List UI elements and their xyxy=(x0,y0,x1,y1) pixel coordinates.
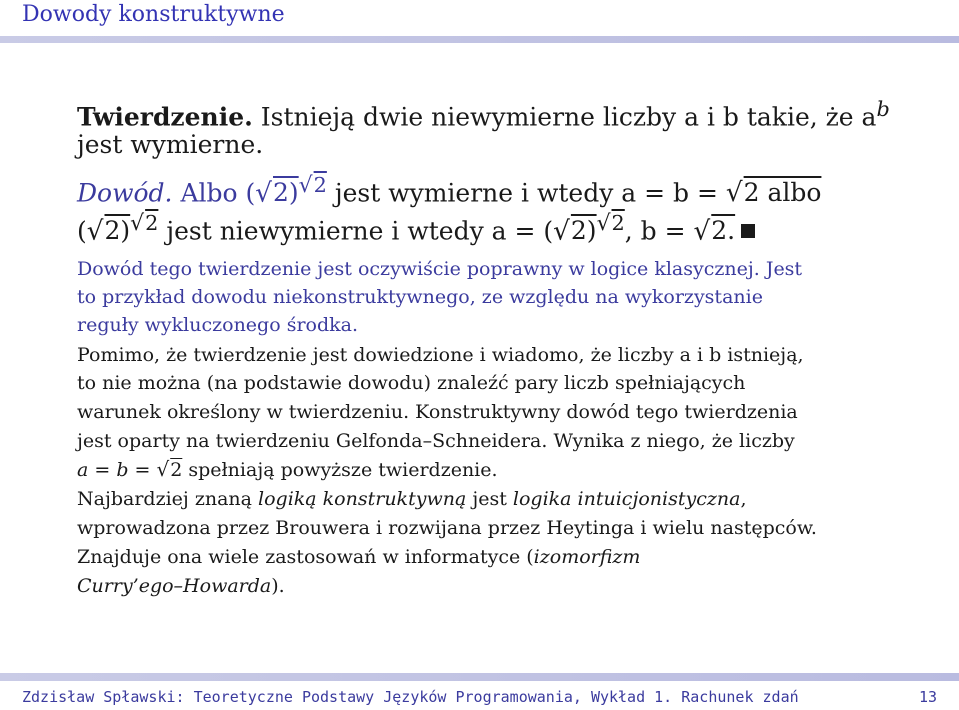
sqrt-icon: √ xyxy=(725,178,743,209)
theorem-text-1: Istnieją dwie niewymierne liczby a i b takie, że a xyxy=(260,102,877,132)
proof-line-1: Dowód. Albo $(√2)^{√2}$ jest wymierne i wtedy a = b = √2 albo xyxy=(77,173,822,209)
theorem-line-2: jest wymierne. xyxy=(77,130,264,159)
header-divider xyxy=(0,36,959,43)
qed-icon xyxy=(741,224,755,238)
sqrt-icon: √ xyxy=(298,173,313,198)
footer-divider xyxy=(0,673,959,681)
sqrt-icon: √ xyxy=(130,211,145,236)
paragraph2-line: a = b = √2 spełniają powyższe twierdzenie. xyxy=(77,457,498,481)
paragraph1-line: reguły wykluczonego środka. xyxy=(77,314,359,336)
paragraph2-line: Pomimo, że twierdzenie jest dowiedzione i wiadomo, że liczby a i b istnieją, xyxy=(77,344,804,366)
sqrt-icon: √ xyxy=(596,211,611,236)
paragraph1-line: Dowód tego twierdzenie jest oczywiście poprawny w logice klasycznej. Jest xyxy=(77,258,803,280)
sqrt-icon: √ xyxy=(693,216,711,247)
sqrt-icon: √ xyxy=(86,216,104,247)
proof-label: Dowód. xyxy=(77,178,173,208)
slide-title: Dowody konstruktywne xyxy=(22,2,285,27)
paragraph3-line-3: Znajduje ona wiele zastosowań w informatyce (izomorfizm xyxy=(77,546,641,568)
sqrt-icon: √ xyxy=(156,457,170,481)
paragraph3-line-4: Curry’ego–Howarda). xyxy=(77,575,285,597)
theorem-line-1 xyxy=(77,94,890,132)
theorem-superscript: b xyxy=(876,97,890,121)
paragraph2-line: jest oparty na twierdzeniu Gelfonda–Schneidera. Wynika z niego, że liczby xyxy=(77,430,795,452)
proof-line-2: $(√2)^{√2}$ jest niewymierne i wtedy $a = (√2)^{√2}$, b = √2. xyxy=(77,208,755,246)
paragraph2-line: to nie można (na podstawie dowodu) znaleźć pary liczb spełniających xyxy=(77,372,746,394)
footer-text: Zdzisław Spławski: Teoretyczne Podstawy Języków Programowania, Wykład 1. Rachunek zdań xyxy=(22,688,799,706)
sqrt-icon: √ xyxy=(255,178,272,209)
paragraph2-line: warunek określony w twierdzeniu. Konstruktywny dowód tego twierdzenia xyxy=(77,401,798,423)
paragraph3-line-2: wprowadzona przez Brouwera i rozwijana przez Heytinga i wielu następców. xyxy=(77,517,817,539)
paragraph1-line: to przykład dowodu niekonstruktywnego, ze względu na wykorzystanie xyxy=(77,286,763,308)
sqrt-icon: √ xyxy=(553,216,570,247)
page-number: 13 xyxy=(918,688,937,706)
theorem-label: Twierdzenie. xyxy=(77,102,253,132)
paragraph3-line-1: Najbardziej znaną logiką konstruktywną jest logika intuicjonistyczna, xyxy=(77,488,747,510)
